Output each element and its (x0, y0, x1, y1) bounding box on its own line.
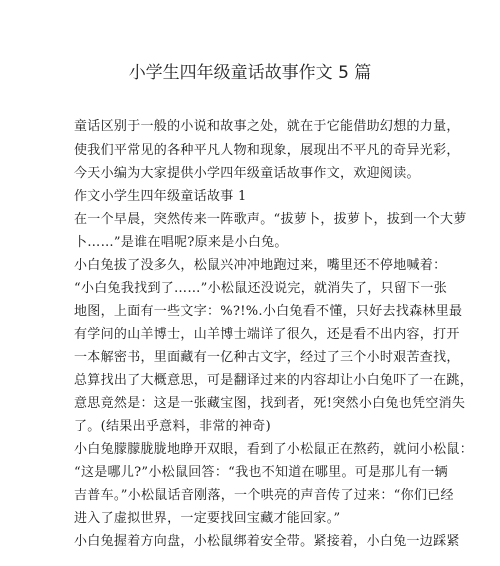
text-line: 意思竟然是：这是一张藏宝图，找到者，死!突然小白兔也凭空消失 (74, 396, 466, 411)
text-line: 小白兔握着方向盘，小松鼠绑着安全带。紧接着，小白兔一边踩紧 (74, 534, 460, 549)
text-line: “这是哪儿?”小松鼠回答：“我也不知道在哪里。可是那儿有一辆 (74, 465, 448, 480)
text-line: 在一个早晨，突然传来一阵歌声。“拔萝卜，拔萝卜，拔到一个大萝 (74, 212, 467, 227)
text-line: 小白兔拔了没多久，松鼠兴冲冲地跑过来，嘴里还不停地喊着： (74, 258, 447, 273)
document-body (74, 114, 474, 553)
text-line: 今天小编为大家提供小学四年级童话故事作文，欢迎阅读。 (74, 166, 420, 181)
section-heading: 作文小学生四年级童话故事 1 (74, 189, 247, 204)
text-line: 吉普车。”小松鼠话音刚落，一个哄亮的声音传了过来：“你们已经 (74, 488, 454, 503)
text-line: 进入了虚拟世界，一定要找回宝藏才能回家。” (74, 511, 341, 526)
text-line: 小白兔朦朦胧胧地睁开双眼，看到了小松鼠正在熬药，就问小松鼠： (74, 442, 474, 457)
text-line: 了。(结果出乎意料，非常的神奇) (74, 419, 271, 434)
text-line: 卜……”是谁在唱呢?原来是小白兔。 (74, 235, 288, 250)
text-line: 地图，上面有一些文字：%?!%.小白兔看不懂，只好去找森林里最 (74, 304, 463, 319)
bottom-fade (0, 552, 500, 566)
text-line: 一本解密书，里面藏有一亿种古文字，经过了三个小时艰苦查找， (74, 350, 460, 365)
text-line: “小白兔我找到了……”小松鼠还没说完，就消失了，只留下一张 (74, 281, 447, 296)
text-line: 童话区别于一般的小说和故事之处，就在于它能借助幻想的力量， (74, 119, 460, 134)
text-line: 使我们平常见的各种平凡人物和现象，展现出不平凡的奇异光彩， (74, 143, 460, 158)
text-line: 总算找出了大概意思，可是翻译过来的内容却让小白兔吓了一在跳， (74, 373, 474, 388)
text-line: 有学问的山羊博士，山羊博士端详了很久，还是看不出内容，打开 (74, 327, 460, 342)
document-title: 小学生四年级童话故事作文 5 篇 (128, 63, 372, 83)
